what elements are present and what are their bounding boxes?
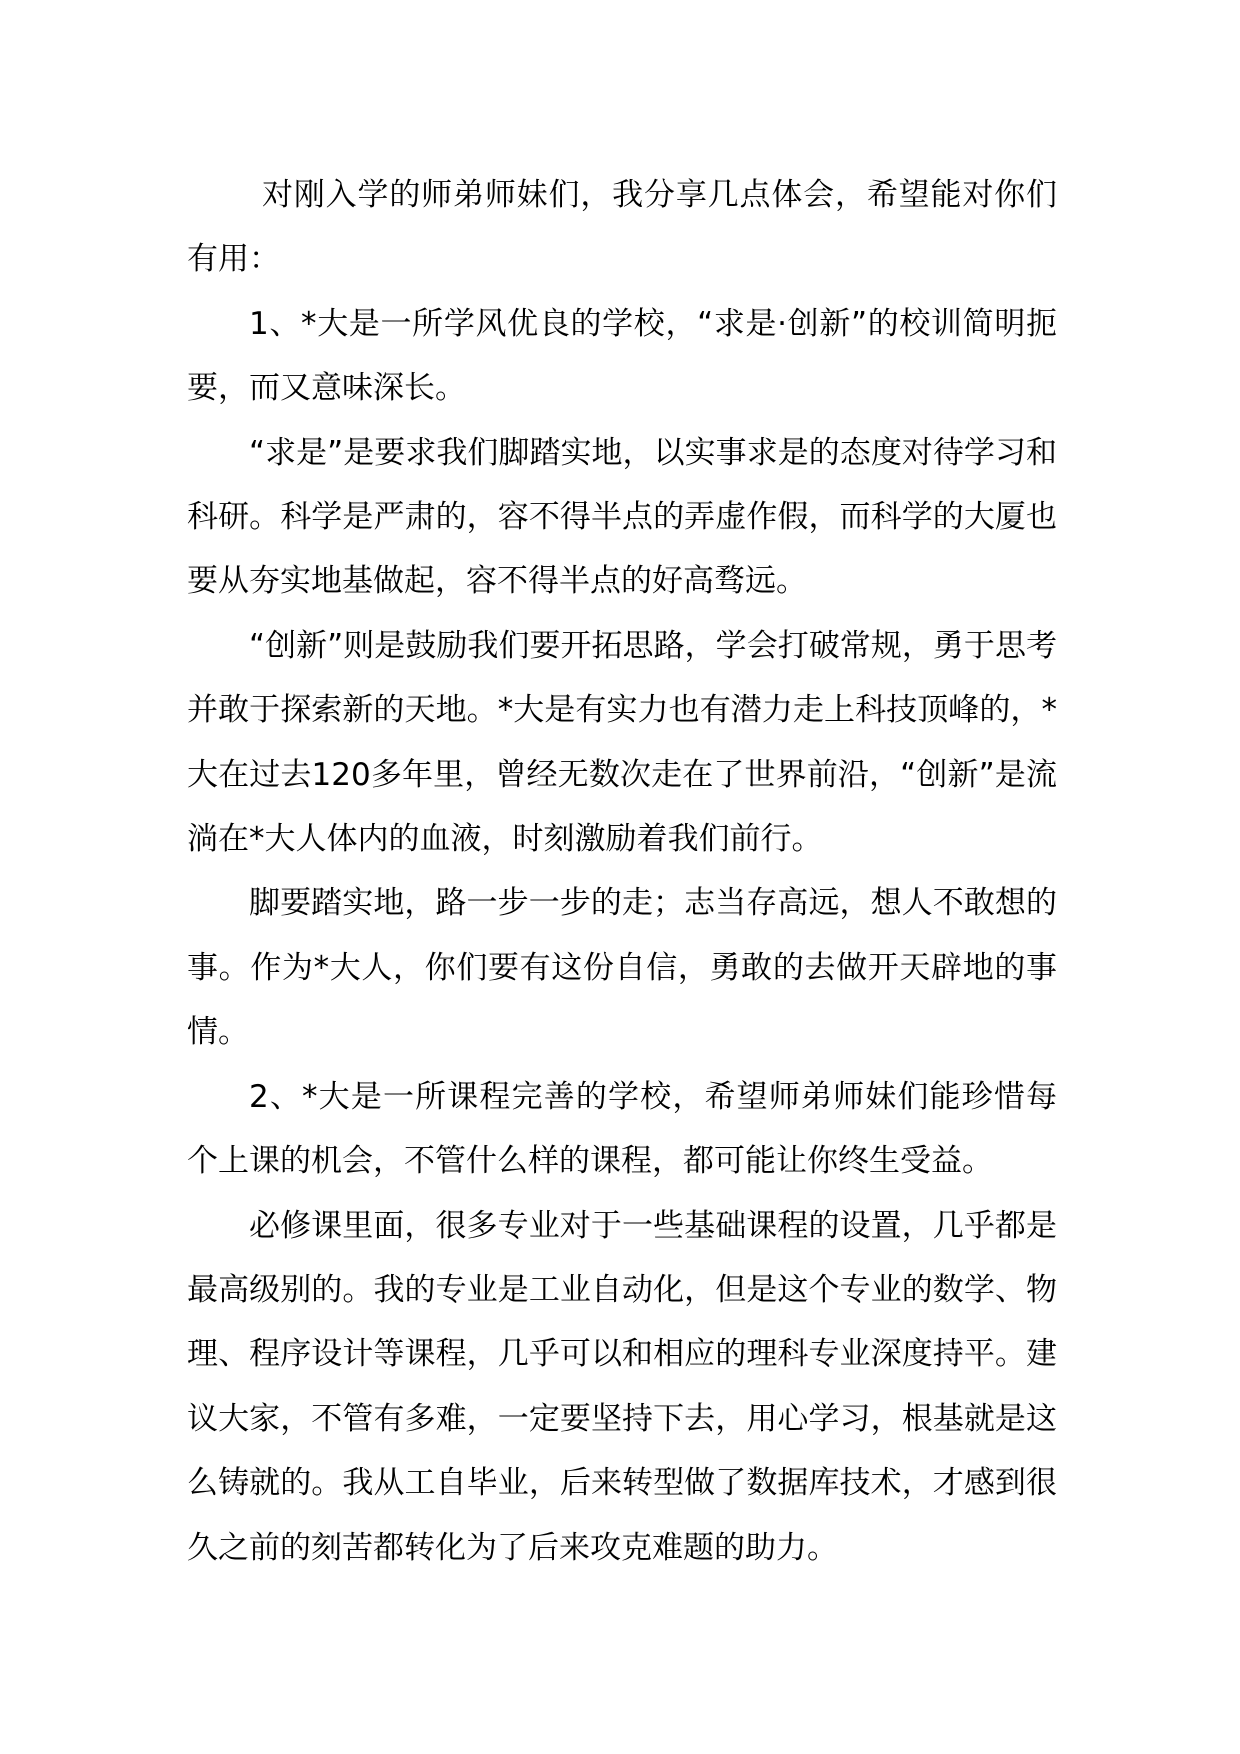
document-body	[187, 163, 1057, 1580]
paragraph-motto: 脚要踏实地，路一步一步的走；志当存高远，想人不敢想的事。作为*大人，你们要有这份自信，勇敢的去做开天辟地的事情。	[187, 885, 1057, 1051]
paragraph-intro: 对刚入学的师弟师妹们，我分享几点体会，希望能对你们有用：	[187, 177, 1057, 278]
paragraph-qiushi: “求是”是要求我们脚踏实地，以实事求是的态度对待学习和科研。科学是严肃的，容不得半点的弄虚作假，而科学的大厦也要从夯实地基做起，容不得半点的好高骛远。	[187, 434, 1057, 600]
paragraph-point-2: 2、*大是一所课程完善的学校，希望师弟师妹们能珍惜每个上课的机会，不管什么样的课程，都可能让你终生受益。	[187, 1078, 1057, 1180]
paragraph-chuangxin: “创新”则是鼓励我们要开拓思路，学会打破常规，勇于思考并敢于探索新的天地。*大是有实力也有潜力走上科技顶峰的，*大在过去120多年里，曾经无数次走在了世界前沿，“创新”是流淌在*大人体内的血液，时刻激励着我们前行。	[187, 627, 1057, 858]
paragraph-point-1: 1、*大是一所学风优良的学校，“求是·创新”的校训简明扼要，而又意味深长。	[187, 305, 1057, 407]
paragraph-required-courses: 必修课里面，很多专业对于一些基础课程的设置，几乎都是最高级别的。我的专业是工业自动化，但是这个专业的数学、物理、程序设计等课程，几乎可以和相应的理科专业深度持平。建议大家，不管有多难，一定要坚持下去，用心学习，根基就是这么铸就的。我从工自毕业，后来转型做了数据库技术，才感到很久之前的刻苦都转化为了后来攻克难题的助力。	[187, 1207, 1057, 1566]
